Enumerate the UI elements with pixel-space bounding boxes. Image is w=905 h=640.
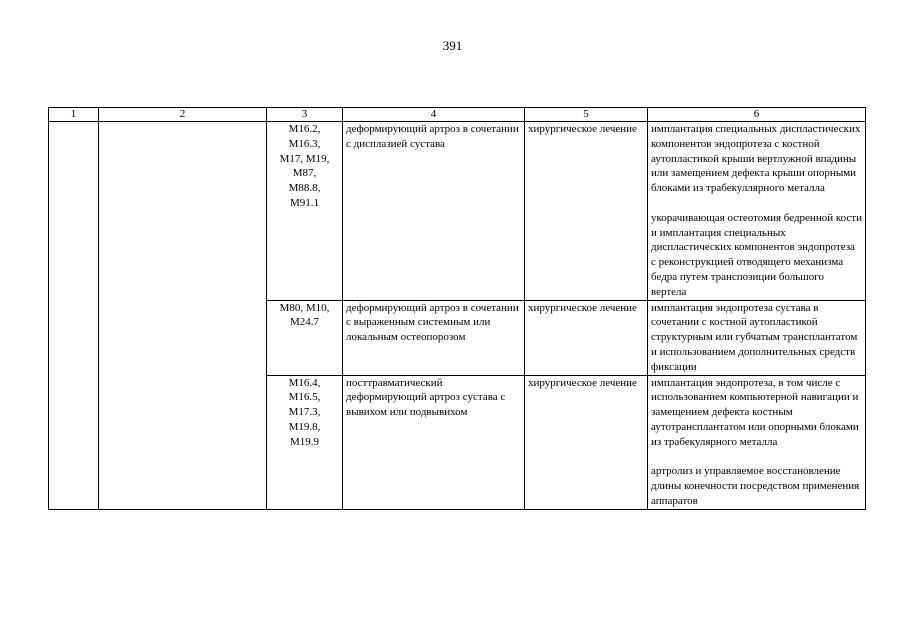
condition-cell: посттравматический деформирующий артроз сустава с вывихом или подвывихом [343,375,525,509]
diagnosis-code: M91.1 [289,196,320,209]
treatment-method: имплантация специальных диспластических компонентов эндопротеза с костной аутопластикой крыши вертлужной впадины или замещением дефекта крыши опорными блоками из трабекуллярного металла [651,123,861,195]
diagnosis-codes-cell [267,122,343,301]
treatment-method: артролиз и управляемое восстановление длины конечности посредством применения аппаратов [651,465,860,507]
treatment-method: имплантация эндопротеза, в том числе с использованием компьютерной навигации и замещением дефекта костным аутотрансплантатом или опорными блоками из трабекулярного металла [651,376,859,448]
condition-cell: деформирующий артроз в сочетании с дисплазией сустава [343,122,525,301]
diagnosis-code: M16.5, [288,391,321,404]
treatment-method: имплантация эндопротеза сустава в сочетании с костной аутопластикой структурным или губчатым трансплантатом и использованием дополнительных средств фиксации [651,301,858,373]
column-header-4: 4 [343,108,525,122]
paragraph-gap [651,450,862,465]
diagnosis-code: M87, [292,167,317,180]
treatment-method: укорачивающая остеотомия бедренной кости и имплантация специальных диспластических компонентов эндопротеза с реконструкцией отводящего механизма бедра путем транспозиции большого вертела [651,211,862,298]
diagnosis-codes-cell [267,300,343,375]
diagnosis-code: M17, M19, [279,152,330,165]
treatment-type-cell: хирургическое лечение [525,375,648,509]
diagnosis-codes-cell [267,375,343,509]
column-header-6: 6 [648,108,866,122]
column-header-5: 5 [525,108,648,122]
medical-procedures-table [48,107,866,510]
page-number: 391 [442,38,463,53]
diagnosis-code: M24.7 [289,316,320,329]
treatment-type-cell: хирургическое лечение [525,300,648,375]
condition-cell: деформирующий артроз в сочетании с выраженным системным или локальным остеопорозом [343,300,525,375]
treatment-methods-cell [648,122,866,301]
empty-cell-col1 [49,122,99,510]
diagnosis-code: M19.9 [289,435,320,448]
diagnosis-code: M16.3, [288,137,321,150]
header-row [49,108,866,122]
diagnosis-code: M17.3, [288,406,321,419]
column-header-1: 1 [49,108,99,122]
diagnosis-code: M80, M10, [279,301,330,314]
treatment-type-cell: хирургическое лечение [525,122,648,301]
treatment-methods-cell [648,375,866,509]
diagnosis-code: M19.8, [288,420,321,433]
diagnosis-code: M16.4, [288,376,321,389]
diagnosis-code: M88.8, [288,182,321,195]
empty-cell-col2 [99,122,267,510]
column-header-3: 3 [267,108,343,122]
column-header-2: 2 [99,108,267,122]
table-row [49,122,866,301]
treatment-methods-cell [648,300,866,375]
diagnosis-code: M16.2, [288,123,321,135]
paragraph-gap [651,196,862,211]
